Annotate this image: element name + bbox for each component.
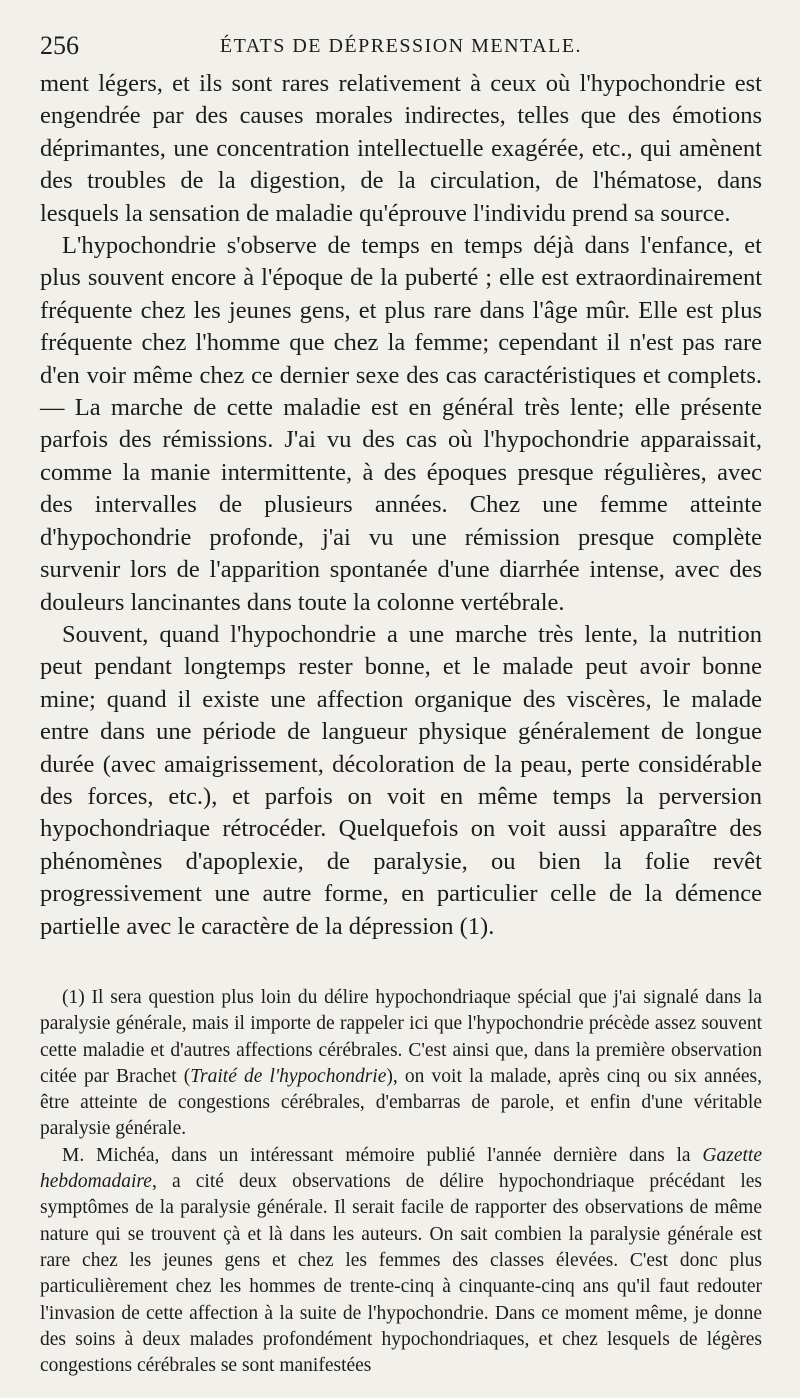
paragraph-continuation: ment légers, et ils sont rares relativement à ceux où l'hypochondrie est engendrée par des causes morales indirectes, telles que des émotions déprimantes, une concentration intellectuelle exagérée, etc., qui amènent des troubles de la digestion, de la circulation, de l'hématose, dans lesquels la sensation de maladie qu'éprouve l'individu prend sa source. (40, 70, 762, 227)
footnote-1-text-b: ), on voit la malade, après cinq ou six années, être atteinte de congestions cérébrales, d'embarras de parole, et enfin d'une véritable paralysie générale. (40, 1065, 763, 1140)
footnote-1 (40, 985, 762, 1143)
running-title: ÉTATS DE DÉPRESSION MENTALE. (219, 35, 583, 57)
footnote-2-text-b: , a cité deux observations de délire hypochondriaque précédant les symptômes de la paralysie générale. Il serait facile de rapporter des observations de même nature qui se trouvent çà et là dans les auteurs. On sait combien la paralysie générale est rare chez les jeunes gens et chez les femmes des classes élevées. C'est donc plus particulièrement chez les hommes de trente-cinq à cinquante-cinq ans qu'il faut redouter l'invasion de cette affection à la suite de l'hypochondrie. Dans ce moment même, je donne des soins à deux malades profondément hypochondriaques, et chez lesquels de légères congestions cérébrales se sont manifestées (40, 1171, 762, 1377)
footnote-2 (40, 1143, 762, 1380)
main-text (40, 68, 762, 943)
footnote-1-book-title: Traité de l'hypochondrie (190, 1065, 387, 1087)
footnote-1-text-a: (1) Il sera question plus loin du délire hypochondriaque spécial que j'ai signalé dans la paralysie générale, mais il importe de rappeler ici que l'hypochondrie précède assez souvent cette maladie et d'autres affections cérébrales. C'est ainsi que, dans la première observation citée par Brachet ( (40, 986, 762, 1087)
page-number: 256 (40, 31, 79, 60)
footnotes (40, 985, 762, 1379)
footnote-2-journal-title: Gazette hebdomadaire (40, 1144, 762, 1193)
running-head (40, 0, 762, 62)
paragraph-hypochondria-course: L'hypochondrie s'observe de temps en temps déjà dans l'enfance, et plus souvent encore à l'époque de la puberté ; elle est extraordinairement fréquente chez les jeunes gens, et plus rare dans l'âge mûr. Elle est plus fréquente chez l'homme que chez la femme; cependant il n'est pas rare d'en voir même chez ce dernier sexe des cas caractéristiques et complets. — La marche de cette maladie est en général très lente; elle présente parfois des rémissions. J'ai vu des cas où l'hypochondrie apparaissait, comme la manie intermittente, à des époques presque régulières, avec des intervalles de plusieurs années. Chez une femme atteinte d'hypochondrie profonde, j'ai vu une rémission presque complète survenir lors de l'apparition spontanée d'une diarrhée intense, avec des douleurs lancinantes dans toute la colonne vertébrale. (40, 232, 762, 616)
footnote-2-text-a: M. Michéa, dans un intéressant mémoire publié l'année dernière dans la (62, 1144, 703, 1166)
paragraph-nutrition: Souvent, quand l'hypochondrie a une marche très lente, la nutrition peut pendant longtemps rester bonne, et le malade peut avoir bonne mine; quand il existe une affection organique des viscères, le malade entre dans une période de langueur physique généralement de longue durée (avec amaigrissement, décoloration de la peau, perte considérable des forces, etc.), et parfois on voit en même temps la perversion hypochondriaque rétrocéder. Quelquefois on voit aussi apparaître des phénomènes d'apoplexie, de paralysie, ou bien la folie revêt progressivement une autre forme, en particulier celle de la démence partielle avec le caractère de la dépression (1). (40, 620, 762, 940)
